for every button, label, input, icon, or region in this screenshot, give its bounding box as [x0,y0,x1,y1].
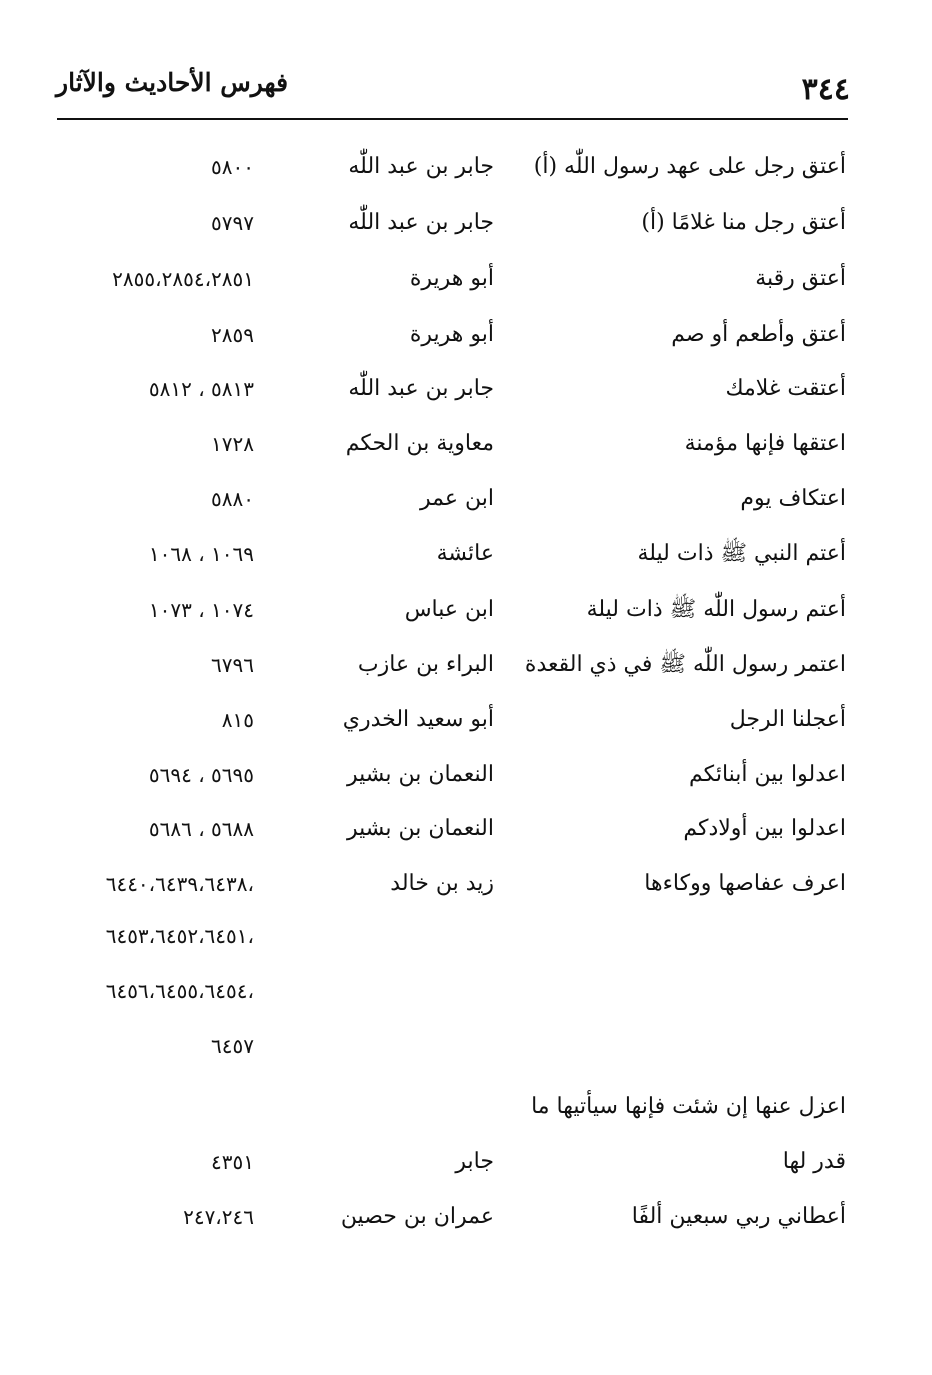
narrator-name: ابن عمر [420,486,494,511]
reference-numbers: ١٧٢٨ [211,432,254,456]
reference-numbers: ٥٨٠٠ [211,155,254,179]
index-entry [0,534,932,574]
running-title: فهرس الأحاديث والآثار [56,68,289,97]
narrator-name: معاوية بن الحكم [345,431,494,456]
narrator-name: ابن عباس [404,597,494,622]
index-entry [0,645,932,685]
hadith-text: أعتق وأطعم أو صم [671,322,846,347]
narrator-name: جابر بن عبد اللّٰه [348,376,494,401]
narrator-name: جابر بن عبد اللّٰه [348,210,494,235]
narrator-name: أبو سعيد الخدري [342,707,494,732]
hadith-text: قدر لها [782,1149,846,1174]
index-entry [0,700,932,740]
narrator-name: جابر [455,1149,494,1174]
hadith-text: أعتم النبي ﷺ ذات ليلة [637,541,846,566]
index-entry [0,1142,932,1182]
reference-numbers: ٢٨٥٥،٢٨٥٤،٢٨٥١ [112,267,254,291]
reference-numbers: ،٦٤٥٦،٦٤٥٥،٦٤٥٤ [105,979,254,1003]
hadith-text: اعزل عنها إن شئت فإنها سيأتيها ما [531,1094,846,1119]
index-entry [0,755,932,795]
hadith-text: أعتق رجل على عهد رسول اللّٰه (أ) [533,154,846,179]
hadith-text: اعدلوا بين أبنائكم [689,762,846,787]
reference-numbers: ٢٨٥٩ [211,323,254,347]
index-entry [0,424,932,464]
narrator-name: أبو هريرة [409,322,494,347]
index-entry [0,479,932,519]
hadith-text: أعتم رسول اللّٰه ﷺ ذات ليلة [586,597,846,622]
reference-numbers: ٥٨٨٠ [211,487,254,511]
reference-numbers: ١٠٦٩ ، ١٠٦٨ [148,542,254,566]
narrator-name: النعمان بن بشير [346,762,494,787]
reference-numbers: ٥٦٩٥ ، ٥٦٩٤ [148,763,254,787]
index-entry [0,369,932,409]
hadith-text: أعتقت غلامك [725,376,846,401]
index-entry [0,590,932,630]
narrator-name: النعمان بن بشير [346,816,494,841]
reference-numbers: ٦٤٥٧ [211,1034,254,1058]
index-entry [0,1026,932,1066]
hadith-text: اعتمر رسول اللّٰه ﷺ في ذي القعدة [524,652,846,677]
index-entry [0,259,932,299]
page-number: ٣٤٤ [801,72,850,107]
reference-numbers: ٨١٥ [221,708,254,732]
reference-numbers: ،٦٤٥٣،٦٤٥٢،٦٤٥١ [105,924,254,948]
narrator-name: عمران بن حصين [340,1204,494,1229]
index-entry [0,809,932,849]
index-entry [0,203,932,243]
index-entry [0,315,932,355]
narrator-name: زيد بن خالد [390,871,494,896]
hadith-text: أعجلنا الرجل [729,707,846,732]
reference-numbers: ٤٣٥١ [211,1150,254,1174]
hadith-text: أعطاني ربي سبعين ألفًا [631,1204,846,1229]
hadith-text: اعدلوا بين أولادكم [683,816,846,841]
narrator-name: عائشة [436,541,494,566]
narrator-name: جابر بن عبد اللّٰه [348,154,494,179]
narrator-name: البراء بن عازب [357,652,494,677]
hadith-text: أعتق رقبة [755,266,846,291]
reference-numbers: ٥٨١٣ ، ٥٨١٢ [148,377,254,401]
reference-numbers: ٦٧٩٦ [211,653,254,677]
narrator-name: أبو هريرة [409,266,494,291]
reference-numbers: ٢٤٧،٢٤٦ [183,1205,254,1229]
index-entry [0,971,932,1011]
index-entry [0,147,932,187]
hadith-text: اعرف عفاصها ووكاءها [644,871,846,896]
index-entry [0,1197,932,1237]
hadith-text: أعتق رجل منا غلامًا (أ) [641,210,846,235]
index-entry [0,1087,932,1127]
reference-numbers: ،٦٤٤٠،٦٤٣٩،٦٤٣٨ [105,872,254,896]
index-entry [0,864,932,904]
reference-numbers: ١٠٧٤ ، ١٠٧٣ [148,598,254,622]
reference-numbers: ٥٧٩٧ [211,211,254,235]
index-entry [0,916,932,956]
hadith-text: اعتكاف يوم [740,486,846,511]
hadith-text: اعتقها فإنها مؤمنة [684,431,846,456]
reference-numbers: ٥٦٨٨ ، ٥٦٨٦ [148,817,254,841]
